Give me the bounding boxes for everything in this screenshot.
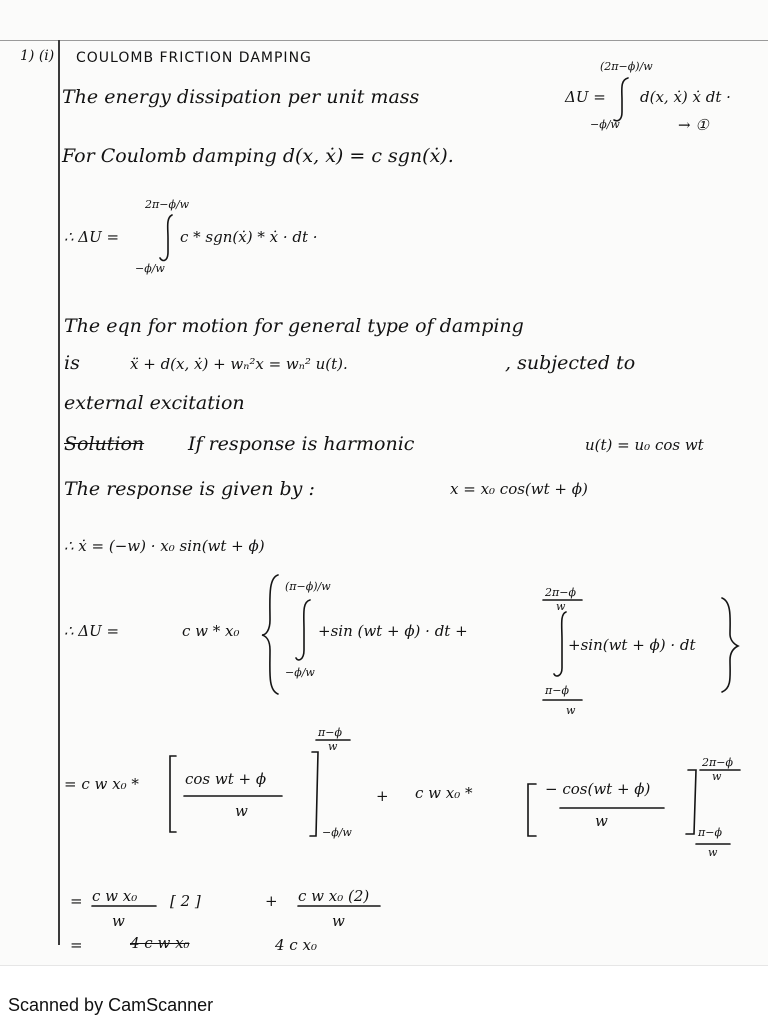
int-2-lower-den: w <box>566 704 576 717</box>
integral-sign-3 <box>160 215 172 260</box>
response-given-text: The response is given by : <box>64 478 315 500</box>
result-2-numerator: c w x₀ (2) <box>298 887 370 905</box>
scanner-watermark: Scanned by CamScanner <box>8 995 214 1015</box>
eval-1-upper: π−ϕ <box>318 726 342 739</box>
integral-sign-10b <box>554 612 566 676</box>
int-1-integrand: +sin (wt + ϕ) · dt + <box>318 622 468 640</box>
energy-dissipation-text: The energy dissipation per unit mass <box>62 86 420 108</box>
eval-2-lower: π−ϕ <box>698 826 722 839</box>
equation-ref-1: → ① <box>678 116 709 134</box>
eval-2-upper: 2π−ϕ <box>702 756 733 769</box>
int-2-lower: π−ϕ <box>545 684 569 697</box>
eval-1-lower: −ϕ/w <box>322 826 352 839</box>
eqn-motion-text: The eqn for motion for general type of damping <box>64 315 524 337</box>
velocity-equation: ∴ ẋ = (−w) · x₀ sin(wt + ϕ) <box>64 537 265 555</box>
delta-u-equals: ΔU = <box>565 88 606 106</box>
response-x-equation: x = x₀ cos(wt + ϕ) <box>450 480 588 498</box>
final-equals: = <box>70 936 83 954</box>
eval-2-upper-den: w <box>712 770 722 783</box>
therefore-delta-u-2: ∴ ΔU = <box>64 622 120 640</box>
section-heading: COULOMB FRICTION DAMPING <box>76 50 312 66</box>
bracket-right-1 <box>310 752 318 836</box>
result-1-numerator: c w x₀ <box>92 887 138 905</box>
result-1-bracket: [ 2 ] <box>170 892 201 910</box>
integrand-text: d(x, ẋ) ẋ dt · <box>640 88 731 106</box>
int-2-upper: 2π−ϕ <box>545 586 576 599</box>
integral-lower-limit: −ϕ/w <box>590 118 620 131</box>
eval-1-denominator: w <box>235 802 248 820</box>
result-2-denominator: w <box>332 912 345 930</box>
result-equals-1: = <box>70 892 83 910</box>
evaluated-prefix: = c w x₀ * <box>64 775 139 793</box>
coef-cwx0-2: c w x₀ * <box>415 784 473 802</box>
eval-1-upper-den: w <box>328 740 338 753</box>
eval-2-numerator: − cos(wt + ϕ) <box>545 780 651 798</box>
eval-1-numerator: cos wt + ϕ <box>185 770 267 788</box>
integral-sign-1 <box>614 78 628 121</box>
integrand-3-text: c * sgn(ẋ) * ẋ · dt · <box>180 228 318 246</box>
subjected-to-text: , subjected to <box>505 352 636 374</box>
left-brace <box>262 575 278 694</box>
eval-2-denominator: w <box>595 812 608 830</box>
harmonic-response-text: If response is harmonic <box>188 433 415 455</box>
result-plus: + <box>265 892 278 910</box>
int-2-upper-den: w <box>556 600 566 613</box>
coulomb-damping-text: For Coulomb damping d(x, ẋ) = c sgn(ẋ). <box>62 145 454 167</box>
therefore-delta-u: ∴ ΔU = <box>64 228 120 246</box>
bracket-left-2 <box>528 784 536 836</box>
eval-plus: + <box>376 787 389 805</box>
struck-solution-word: Solution <box>64 433 145 455</box>
eval-2-lower-den: w <box>708 846 718 859</box>
integral-3-upper: 2π−ϕ/w <box>145 198 190 211</box>
result-1-denominator: w <box>112 912 125 930</box>
struck-final-term: 4 c w x₀ <box>130 934 190 952</box>
is-text: is <box>64 352 80 374</box>
int-2-integrand: +sin(wt + ϕ) · dt <box>568 636 696 654</box>
bracket-right-2 <box>686 770 696 834</box>
integral-3-lower: −ϕ/w <box>135 262 165 275</box>
int-1-upper: (π−ϕ)/w <box>285 580 331 593</box>
integral-upper-limit: (2π−ϕ)/w <box>600 60 653 73</box>
input-u-equation: u(t) = u₀ cos wt <box>585 436 704 454</box>
right-brace <box>722 598 738 692</box>
integral-sign-10a <box>296 600 310 660</box>
motion-equation: ẍ + d(x, ẋ) + wₙ²x = wₙ² u(t). <box>130 355 348 373</box>
bracket-left-1 <box>170 756 176 832</box>
int-1-lower: −ϕ/w <box>285 666 315 679</box>
coef-cwx0: c w * x₀ <box>182 622 240 640</box>
question-number: 1) (i) <box>20 48 55 64</box>
final-result: 4 c x₀ <box>275 936 317 954</box>
external-excitation-text: external excitation <box>64 392 245 414</box>
